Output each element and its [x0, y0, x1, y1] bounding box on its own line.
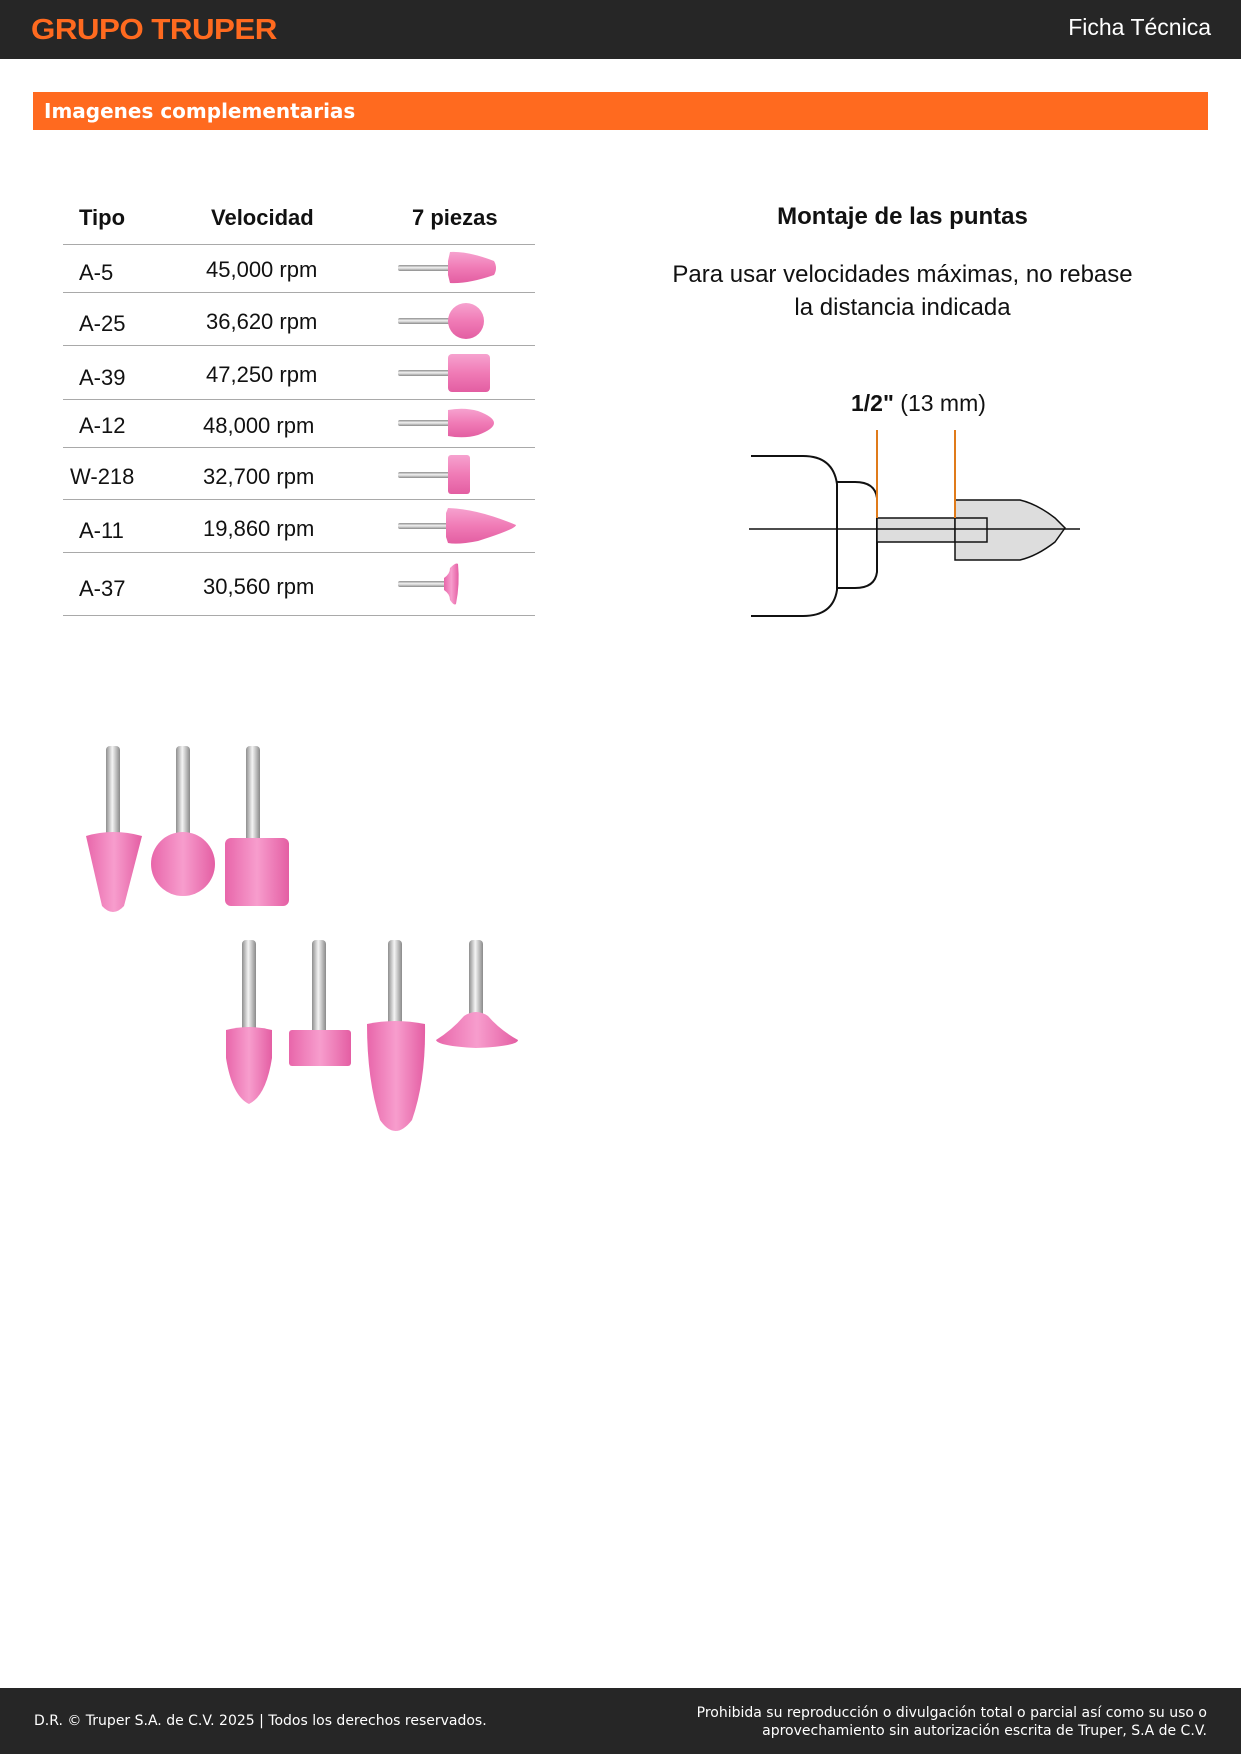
table-cell-velocidad: 19,860 rpm [203, 516, 315, 541]
disc-point-icon [398, 560, 518, 608]
table-cell-velocidad: 48,000 rpm [203, 413, 315, 438]
table-divider [63, 615, 535, 616]
copyright-text: D.R. © Truper S.A. de C.V. 2025 | Todos los derechos reservados. [34, 1713, 487, 1729]
dimension-inches: 1/2" [851, 390, 894, 416]
table-cell-tipo: W-218 [70, 464, 135, 489]
table-divider [63, 552, 535, 553]
table-cell-velocidad: 36,620 rpm [206, 309, 318, 334]
legal-notice-line2: aprovechamiento sin autorización escrita de Truper, S.A de C.V. [762, 1723, 1207, 1739]
table-divider [63, 345, 535, 346]
montaje-text-line2: la distancia indicada [794, 294, 1011, 321]
cone-point-icon [398, 245, 518, 291]
montaje-text-line1: Para usar velocidades máximas, no rebase [672, 261, 1133, 288]
document-type: Ficha Técnica [1068, 14, 1211, 40]
table-divider [63, 447, 535, 448]
page-footer [0, 1688, 1241, 1754]
header-piezas: 7 piezas [412, 205, 498, 230]
dimension-mm: (13 mm) [893, 390, 986, 416]
product-photo [80, 740, 530, 1150]
legal-notice-line1: Prohibida su reproducción o divulgación total o parcial así como su uso o [696, 1705, 1207, 1721]
bullet-point-icon [398, 400, 518, 446]
header-tipo: Tipo [79, 205, 126, 230]
table-cell-tipo: A-12 [79, 413, 126, 438]
page-header [0, 0, 1241, 59]
table-cell-velocidad: 32,700 rpm [203, 464, 315, 489]
table-cell-tipo: A-11 [79, 518, 124, 543]
small-cylinder-point-icon [398, 452, 518, 498]
table-cell-velocidad: 30,560 rpm [203, 574, 315, 599]
long-cone-point-icon [398, 503, 518, 549]
table-cell-tipo: A-39 [79, 365, 126, 390]
header-velocidad: Velocidad [211, 205, 314, 230]
montaje-instructions [660, 258, 1145, 324]
brand-logo: GRUPO TRUPER [31, 14, 277, 46]
table-cell-velocidad: 47,250 rpm [206, 362, 318, 387]
table-cell-tipo: A-25 [79, 311, 126, 336]
table-divider [63, 499, 535, 500]
montaje-title: Montaje de las puntas [777, 203, 1028, 230]
ball-point-icon [398, 298, 518, 344]
dimension-label [851, 390, 986, 417]
table-divider [63, 292, 535, 293]
cylinder-point-icon [398, 350, 518, 396]
table-cell-tipo: A-37 [79, 576, 126, 601]
table-cell-velocidad: 45,000 rpm [206, 257, 318, 282]
table-cell-tipo: A-5 [79, 260, 114, 285]
mounting-diagram [745, 420, 1085, 620]
section-title: Imagenes complementarias [44, 99, 356, 123]
legal-notice [647, 1704, 1207, 1740]
section-header [33, 92, 1208, 130]
